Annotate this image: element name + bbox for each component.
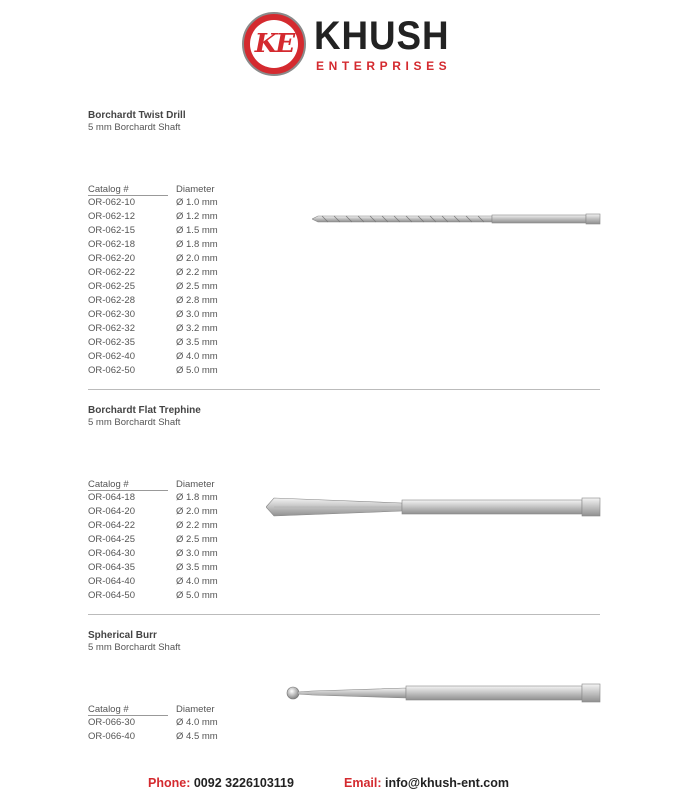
catalog-cell: OR-064-30	[88, 548, 135, 559]
catalog-table	[88, 704, 236, 744]
column-header-catalog: Catalog #	[88, 184, 168, 196]
catalog-cell: OR-062-10	[88, 197, 135, 208]
diameter-cell: Ø 5.0 mm	[176, 365, 218, 376]
logo-emblem	[242, 12, 306, 76]
section-subtitle: 5 mm Borchardt Shaft	[88, 122, 181, 133]
column-header-diameter: Diameter	[176, 479, 215, 490]
catalog-table	[88, 479, 236, 603]
catalog-cell: OR-062-20	[88, 253, 135, 264]
catalog-cell: OR-062-22	[88, 267, 135, 278]
diameter-cell: Ø 3.0 mm	[176, 548, 218, 559]
section-flat-trephine	[88, 405, 600, 601]
table-row	[88, 210, 236, 224]
catalog-cell: OR-064-18	[88, 492, 135, 503]
table-row	[88, 238, 236, 252]
company-logo	[242, 12, 452, 78]
catalog-cell: OR-066-40	[88, 731, 135, 742]
contact-phone	[148, 776, 294, 790]
twist-drill-image	[312, 210, 602, 228]
catalog-cell: OR-064-35	[88, 562, 135, 573]
section-subtitle: 5 mm Borchardt Shaft	[88, 417, 181, 428]
column-header-diameter: Diameter	[176, 704, 215, 715]
catalog-cell: OR-064-50	[88, 590, 135, 601]
table-row	[88, 589, 236, 603]
diameter-cell: Ø 1.5 mm	[176, 225, 218, 236]
catalog-cell: OR-062-12	[88, 211, 135, 222]
table-row	[88, 224, 236, 238]
catalog-cell: OR-062-32	[88, 323, 135, 334]
table-row	[88, 336, 236, 350]
phone-label: Phone:	[148, 776, 191, 790]
brand-name: KHUSH	[314, 14, 450, 58]
table-row	[88, 716, 236, 730]
table-row	[88, 350, 236, 364]
catalog-cell: OR-062-18	[88, 239, 135, 250]
brand-tagline: ENTERPRISES	[316, 59, 452, 73]
diameter-cell: Ø 2.2 mm	[176, 267, 218, 278]
table-row	[88, 491, 236, 505]
catalog-cell: OR-064-22	[88, 520, 135, 531]
section-title: Spherical Burr	[88, 630, 157, 641]
diameter-cell: Ø 3.5 mm	[176, 562, 218, 573]
diameter-cell: Ø 1.0 mm	[176, 197, 218, 208]
diameter-cell: Ø 2.2 mm	[176, 520, 218, 531]
table-row	[88, 561, 236, 575]
catalog-cell: OR-066-30	[88, 717, 135, 728]
table-row	[88, 308, 236, 322]
table-row	[88, 547, 236, 561]
email-label: Email:	[344, 776, 382, 790]
section-spherical-burr	[88, 630, 600, 742]
flat-trephine-image	[266, 494, 602, 520]
section-divider	[88, 614, 600, 615]
diameter-cell: Ø 2.0 mm	[176, 506, 218, 517]
catalog-cell: OR-062-40	[88, 351, 135, 362]
diameter-cell: Ø 2.8 mm	[176, 295, 218, 306]
table-row	[88, 533, 236, 547]
diameter-cell: Ø 5.0 mm	[176, 590, 218, 601]
catalog-cell: OR-064-25	[88, 534, 135, 545]
catalog-cell: OR-062-25	[88, 281, 135, 292]
diameter-cell: Ø 1.8 mm	[176, 239, 218, 250]
table-row	[88, 294, 236, 308]
catalog-cell: OR-062-15	[88, 225, 135, 236]
table-header	[88, 479, 236, 491]
diameter-cell: Ø 4.5 mm	[176, 731, 218, 742]
diameter-cell: Ø 1.8 mm	[176, 492, 218, 503]
table-row	[88, 505, 236, 519]
column-header-catalog: Catalog #	[88, 704, 168, 716]
diameter-cell: Ø 1.2 mm	[176, 211, 218, 222]
diameter-cell: Ø 2.5 mm	[176, 534, 218, 545]
catalog-cell: OR-062-35	[88, 337, 135, 348]
table-row	[88, 196, 236, 210]
diameter-cell: Ø 3.5 mm	[176, 337, 218, 348]
contact-email	[344, 776, 509, 790]
table-row	[88, 364, 236, 378]
diameter-cell: Ø 4.0 mm	[176, 717, 218, 728]
section-subtitle: 5 mm Borchardt Shaft	[88, 642, 181, 653]
table-header	[88, 704, 236, 716]
column-header-diameter: Diameter	[176, 184, 215, 195]
catalog-cell: OR-062-30	[88, 309, 135, 320]
diameter-cell: Ø 4.0 mm	[176, 576, 218, 587]
catalog-cell: OR-062-50	[88, 365, 135, 376]
table-row	[88, 575, 236, 589]
catalog-cell: OR-064-20	[88, 506, 135, 517]
table-row	[88, 519, 236, 533]
section-twist-drill	[88, 110, 600, 376]
catalog-table	[88, 184, 236, 378]
section-divider	[88, 389, 600, 390]
diameter-cell: Ø 3.0 mm	[176, 309, 218, 320]
section-title: Borchardt Twist Drill	[88, 110, 186, 121]
spherical-burr-image	[286, 681, 602, 705]
diameter-cell: Ø 2.5 mm	[176, 281, 218, 292]
column-header-catalog: Catalog #	[88, 479, 168, 491]
diameter-cell: Ø 2.0 mm	[176, 253, 218, 264]
table-header	[88, 184, 236, 196]
catalog-cell: OR-062-28	[88, 295, 135, 306]
diameter-cell: Ø 3.2 mm	[176, 323, 218, 334]
table-row	[88, 266, 236, 280]
phone-number[interactable]: 0092 3226103119	[193, 776, 294, 790]
table-row	[88, 730, 236, 744]
table-row	[88, 280, 236, 294]
table-row	[88, 322, 236, 336]
section-title: Borchardt Flat Trephine	[88, 405, 201, 416]
catalog-cell: OR-064-40	[88, 576, 135, 587]
logo-monogram: KE	[254, 29, 294, 59]
diameter-cell: Ø 4.0 mm	[176, 351, 218, 362]
email-address[interactable]: info@khush-ent.com	[385, 776, 509, 790]
table-row	[88, 252, 236, 266]
